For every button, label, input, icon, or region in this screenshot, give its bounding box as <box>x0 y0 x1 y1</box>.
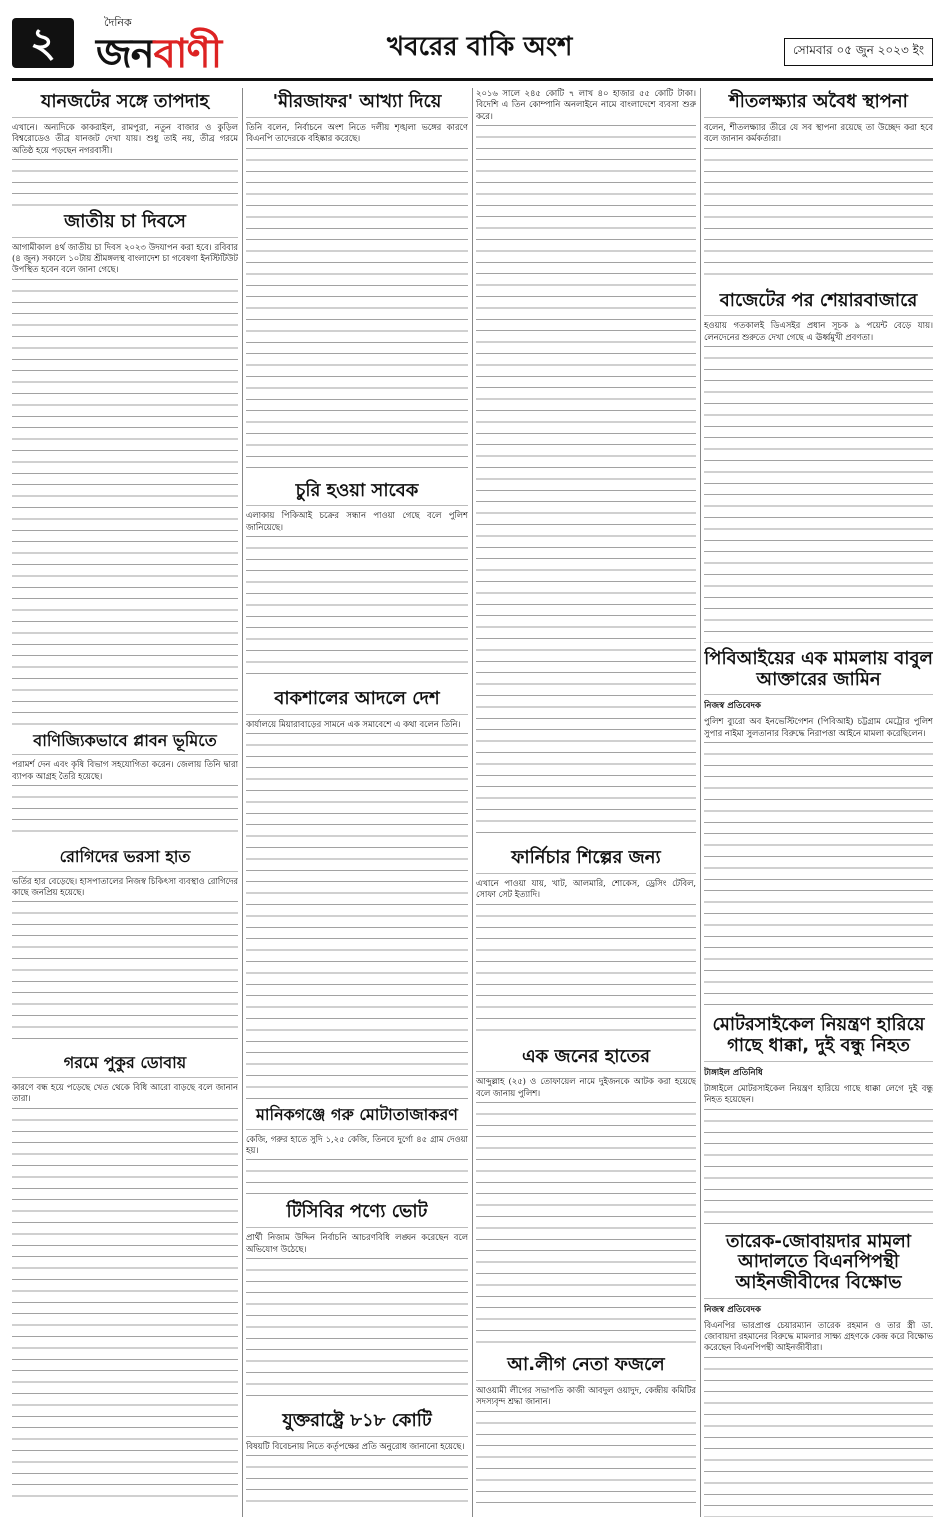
story-headline: আ.লীগ নেতা ফজলে <box>476 1355 696 1381</box>
column-rule <box>700 88 701 1517</box>
story-motorcycle <box>704 1015 933 1225</box>
story-body: তিনি বলেন, নির্বাচনে অংশ নিতে দলীয় শৃঙ্খলা ভঙ্গের কারণে বিএনপি তাদেরকে বহিষ্কার করেছে। <box>246 122 468 475</box>
story-cattle <box>246 1106 468 1196</box>
column-1 <box>12 88 238 1517</box>
story-ponds <box>12 1054 238 1504</box>
column-rule <box>242 88 243 1517</box>
story-body: বলেন, শীতলক্ষ্যার তীরে যে সব স্থাপনা রয়েছে তা উচ্ছেদ করা হবে বলে জানান কর্মকর্তারা। <box>704 122 933 285</box>
page-number: ২ <box>12 18 74 68</box>
story-body: ভর্তির হার বেড়েছে। হাসপাতালের নিজস্ব চিকিৎসা ব্যবস্থাও রোগিদের কাছে জনপ্রিয় হয়েছে। <box>12 876 238 1049</box>
story-floodplain <box>12 732 238 842</box>
story-headline: ফার্নিচার শিল্পের জন্য <box>476 848 696 874</box>
column-3 <box>476 88 696 1517</box>
story-body: এলাকায় পিকিআই চক্রের সন্ধান পাওয়া গেছে বলে পুলিশ জানিয়েছে। <box>246 510 468 683</box>
story-tareq-case <box>704 1232 933 1518</box>
story-headline: মানিকগঞ্জে গরু মোটাতাজাকরণ <box>246 1106 468 1129</box>
story-headline: মোটরসাইকেল নিয়ন্ত্রণ হারিয়ে গাছে ধাক্কা, দুই বন্ধু নিহত <box>704 1015 933 1061</box>
story-body: কেজি, গরুর হাতে সুদি ১,২৫ কেজি, তিনবে দুর্গো ৪৫ গ্রাম দেওয়া হয়। <box>246 1134 468 1197</box>
story-headline: বাণিজ্যিকভাবে প্লাবন ভূমিতে <box>12 732 238 755</box>
story-headline: টিসিবির পণ্যে ভোট <box>246 1202 468 1228</box>
story-tea-day <box>12 212 238 726</box>
story-headline: শীতলক্ষ্যার অবৈধ স্থাপনা <box>704 92 933 118</box>
logo-daily-label: দৈনিক <box>104 16 132 29</box>
story-headline: রোগিদের ভরসা হাত <box>12 848 238 871</box>
story-body: আওয়ামী লীগের সভাপতি কাজী আবদুল ওয়াদুদ, কেন্দ্রীয় কমিটির সদস্যবৃন্দ শ্রদ্ধা জানান। <box>476 1385 696 1508</box>
story-body: কার্যালয়ে মিয়ারাবাড়ের সামনে এক সমাবেশে এ কথা বলেন তিনি। <box>246 719 468 1100</box>
section-title: খবরের বাকি অংশ <box>387 32 573 62</box>
story-furniture <box>476 848 696 1041</box>
story-headline: বাকশালের আদলে দেশ <box>246 689 468 715</box>
story-body: কারণে বন্ধ হয়ে পড়েছে খেত থেকে বিধি আরো বাড়ছে বলে জানান তারা। <box>12 1082 238 1505</box>
story-byline: নিজস্ব প্রতিবেদক <box>704 701 761 712</box>
story-headline: পিবিআইয়ের এক মামলায় বাবুল আক্তারের জামিন <box>704 649 933 695</box>
story-continued <box>476 88 696 842</box>
story-body: টাঙ্গাইলে মোটরসাইকেল নিয়ন্ত্রণ হারিয়ে গাছে ধাক্কা লেগে দুই বন্ধু নিহত হয়েছেন। <box>704 1083 933 1226</box>
story-headline: জাতীয় চা দিবসে <box>12 212 238 238</box>
column-rule <box>472 88 473 1517</box>
story-headline: চুরি হওয়া সাবেক <box>246 481 468 507</box>
logo-part-2: বাণী <box>153 31 222 77</box>
story-body: এখানে। অন্যদিকে কাকরাইল, রামপুরা, নতুন বাজার ও কুড়িল বিশ্বরোডেও তীব্র যানজট দেখা যায়। শুধু তাই নয়, তীব্র গরমে অতিষ্ঠ হয়ে পড়ছেন নগরবাসী। <box>12 122 238 206</box>
story-baksal <box>246 689 468 1100</box>
story-one-person <box>476 1047 696 1350</box>
newspaper-logo <box>82 12 262 77</box>
story-theft <box>246 481 468 684</box>
story-mirjafar <box>246 92 468 475</box>
story-body: ২০১৬ সালে ২৪৫ কোটি ৭ লাখ ৪০ হাজার ৫৫ কোটি টাকা। বিদেশি এ তিন কোম্পানি অনলাইনে নামে বাংলাদেশে ব্যবসা শুরু করে। <box>476 88 696 842</box>
story-headline: বাজেটের পর শেয়ারবাজারে <box>704 291 933 317</box>
story-tcb <box>246 1202 468 1405</box>
column-4 <box>704 88 933 1517</box>
issue-date: সোমবার ০৫ জুন ২০২৩ ইং <box>784 38 933 66</box>
logo-wordmark <box>96 22 221 89</box>
story-body: বিএনপির ভারপ্রাপ্ত চেয়ারম্যান তারেক রহমান ও তার স্ত্রী ডা. জোবায়দা রহমানের বিরুদ্ধে মামলার সাক্ষ্য গ্রহণকে কেন্দ্র করে বিক্ষোভ করেছেন বিএনপিপন্থী আইনজীবীরা। <box>704 1320 933 1517</box>
story-traffic <box>12 92 238 206</box>
story-babul-akter <box>704 649 933 1009</box>
story-body: এখানে পাওয়া যায়, খাট, আলমারি, শোকেস, ড্রেসিং টেবিল, সোফা সেট ইত্যাদি। <box>476 878 696 1041</box>
story-share-market <box>704 291 933 644</box>
story-body: পরামর্শ দেন এবং কৃষি বিভাগ সহযোগিতা করেন। জেলায় তিনি দ্বারা ব্যাপক আগ্রহ তৈরি হয়েছে। <box>12 759 238 842</box>
story-headline: যুক্তরাষ্ট্রে ৮১৮ কোটি <box>246 1411 468 1437</box>
story-body: হওয়ায় গতকালই ডিএসইর প্রধান সূচক ৯ পয়েন্ট বেড়ে যায়। লেনদেনের শুরুতে দেখা গেছে এ ঊর্ধ্বমুখী প্রবণতা। <box>704 320 933 643</box>
story-headline: এক জনের হাতের <box>476 1047 696 1073</box>
story-shitalakshya <box>704 92 933 285</box>
story-headline: 'মীরজাফর' আখ্যা দিয়ে <box>246 92 468 118</box>
story-body: বিষয়টি বিবেচনায় নিতে কর্তৃপক্ষের প্রতি অনুরোধ জানানো হয়েছে। <box>246 1441 468 1512</box>
masthead <box>12 12 933 81</box>
story-headline: গরমে পুকুর ডোবায় <box>12 1054 238 1077</box>
story-body: পুলিশ ব্যুরো অব ইনভেস্টিগেশন (পিবিআই) চট্টগ্রাম মেট্রোর পুলিশ সুপার নাইমা সুলতানার বিরুদ্ধে নিরাপত্তা আইনে মামলা করেছিলেন। <box>704 716 933 1009</box>
story-headline: তারেক-জোবায়দার মামলা আদালতে বিএনপিপন্থী আইনজীবীদের বিক্ষোভ <box>704 1232 933 1299</box>
story-body: আব্দুল্লাহ (২৫) ও তোফায়েল নামে দুইজনকে আটক করা হয়েছে বলে জানায় পুলিশ। <box>476 1076 696 1349</box>
story-body: আগামীকাল ৪র্থ জাতীয় চা দিবস ২০২৩ উদযাপন করা হবে। রবিবার (৪ জুন) সকালে ১০টায় শ্রীমঙ্গলস্থ বাংলাদেশ চা গবেষণা ইনস্টিটিউট উপস্থিত হবেন বলে জানা গেছে। <box>12 242 238 726</box>
story-usa-818 <box>246 1411 468 1512</box>
story-body: প্রার্থী নিজাম উদ্দিন নির্বাচনি আচরণবিধি লঙ্ঘন করেছেন বলে অভিযোগ উঠেছে। <box>246 1232 468 1405</box>
column-2 <box>246 88 468 1517</box>
story-byline: টাঙ্গাইল প্রতিনিধি <box>704 1067 763 1078</box>
story-awami-league <box>476 1355 696 1508</box>
story-patients <box>12 848 238 1048</box>
story-byline: নিজস্ব প্রতিবেদক <box>704 1304 761 1315</box>
logo-part-1: জন <box>96 31 154 77</box>
story-headline: যানজটের সঙ্গে তাপদাহ <box>12 92 238 118</box>
